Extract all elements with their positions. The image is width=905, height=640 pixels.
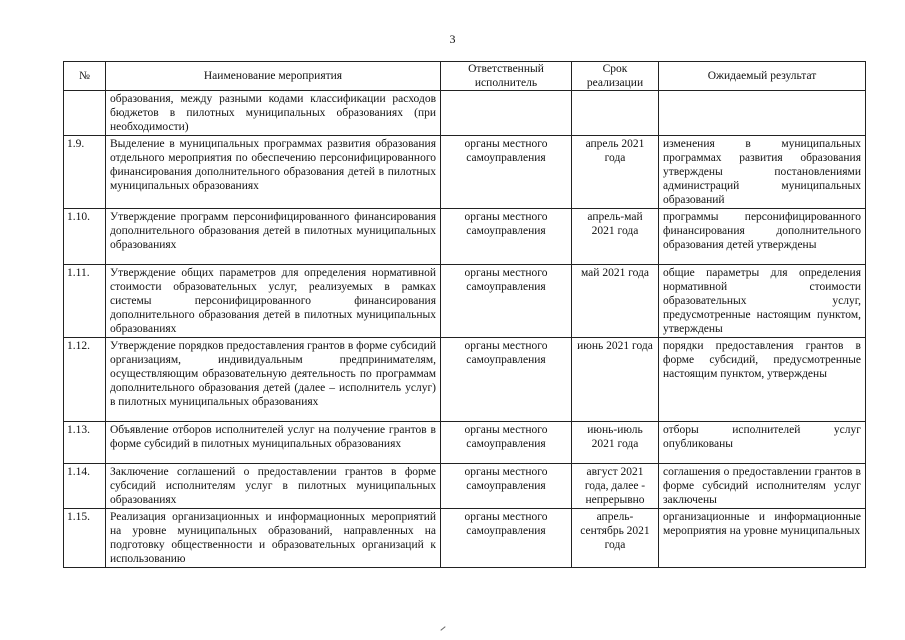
row-name: Объявление отборов исполнителей услуг на получение грантов в форме субсидий в пилотных муниципальных образованиях: [106, 422, 441, 464]
table-row: [64, 464, 866, 509]
table-row: [64, 509, 866, 568]
table-header-row: [64, 62, 866, 91]
row-name: Реализация организационных и информационных мероприятий на уровне муниципальных образований, направленных на подготовку общественности и образовательных организаций к использованию: [106, 509, 441, 568]
row-name: Утверждение программ персонифицированного финансирования дополнительного образования детей в пилотных муниципальных образованиях: [106, 209, 441, 265]
row-num: [64, 91, 106, 136]
table-row: [64, 422, 866, 464]
row-result: [659, 91, 866, 136]
table-row: [64, 136, 866, 209]
table-row: [64, 91, 866, 136]
row-responsible: органы местного самоуправления: [441, 422, 572, 464]
row-name: образования, между разными кодами классификации расходов бюджетов в пилотных муниципальных образованиях (при необходимости): [106, 91, 441, 136]
header-result: Ожидаемый результат: [659, 62, 866, 91]
row-term: [572, 91, 659, 136]
row-term: май 2021 года: [572, 265, 659, 338]
row-num: 1.9.: [64, 136, 106, 209]
row-term: июнь-июль 2021 года: [572, 422, 659, 464]
row-responsible: органы местного самоуправления: [441, 509, 572, 568]
row-num: 1.10.: [64, 209, 106, 265]
header-name: Наименование мероприятия: [106, 62, 441, 91]
header-responsible: Ответственный исполнитель: [441, 62, 572, 91]
table-row: [64, 209, 866, 265]
scan-mark: [440, 626, 445, 631]
row-num: 1.14.: [64, 464, 106, 509]
row-result: отборы исполнителей услуг опубликованы: [659, 422, 866, 464]
activities-table: [63, 61, 866, 568]
row-term: апрель 2021 года: [572, 136, 659, 209]
header-term: Срок реализации: [572, 62, 659, 91]
row-name: Выделение в муниципальных программах развития образования отдельного мероприятия по обеспечению персонифицированного финансирования дополнительного образования детей в пилотных муниципальных образованиях: [106, 136, 441, 209]
row-term: апрель-май 2021 года: [572, 209, 659, 265]
page-number: 3: [449, 32, 456, 46]
row-name: Утверждение порядков предоставления грантов в форме субсидий организациям, индивидуальным предпринимателям, осуществляющим образовательную деятельность по программам дополнительного образования детей (далее – исполнитель услуг) в пилотных муниципальных образованиях: [106, 338, 441, 422]
row-responsible: органы местного самоуправления: [441, 136, 572, 209]
header-num: №: [64, 62, 106, 91]
row-term: июнь 2021 года: [572, 338, 659, 422]
table-row: [64, 338, 866, 422]
row-term: август 2021 года, далее - непрерывно: [572, 464, 659, 509]
row-num: 1.12.: [64, 338, 106, 422]
row-responsible: органы местного самоуправления: [441, 209, 572, 265]
row-responsible: органы местного самоуправления: [441, 464, 572, 509]
row-responsible: органы местного самоуправления: [441, 265, 572, 338]
row-num: 1.13.: [64, 422, 106, 464]
table-row: [64, 265, 866, 338]
row-num: 1.11.: [64, 265, 106, 338]
row-num: 1.15.: [64, 509, 106, 568]
row-name: Утверждение общих параметров для определения нормативной стоимости образовательных услуг, реализуемых в рамках системы персонифицированного финансирования дополнительного образования детей в пилотных муниципальных образованиях: [106, 265, 441, 338]
row-result: порядки предоставления грантов в форме субсидий, предусмотренные настоящим пунктом, утверждены: [659, 338, 866, 422]
row-result: изменения в муниципальных программах развития образования утверждены постановлениями администраций муниципальных образований: [659, 136, 866, 209]
row-result: общие параметры для определения нормативной стоимости образовательных услуг, предусмотренные настоящим пунктом, утверждены: [659, 265, 866, 338]
row-responsible: [441, 91, 572, 136]
row-name: Заключение соглашений о предоставлении грантов в форме субсидий исполнителям услуг в пилотных муниципальных образованиях: [106, 464, 441, 509]
row-result: программы персонифицированного финансирования дополнительного образования детей утверждены: [659, 209, 866, 265]
row-responsible: органы местного самоуправления: [441, 338, 572, 422]
row-term: апрель-сентябрь 2021 года: [572, 509, 659, 568]
row-result: организационные и информационные мероприятия на уровне муниципальных: [659, 509, 866, 568]
row-result: соглашения о предоставлении грантов в форме субсидий исполнителям услуг заключены: [659, 464, 866, 509]
